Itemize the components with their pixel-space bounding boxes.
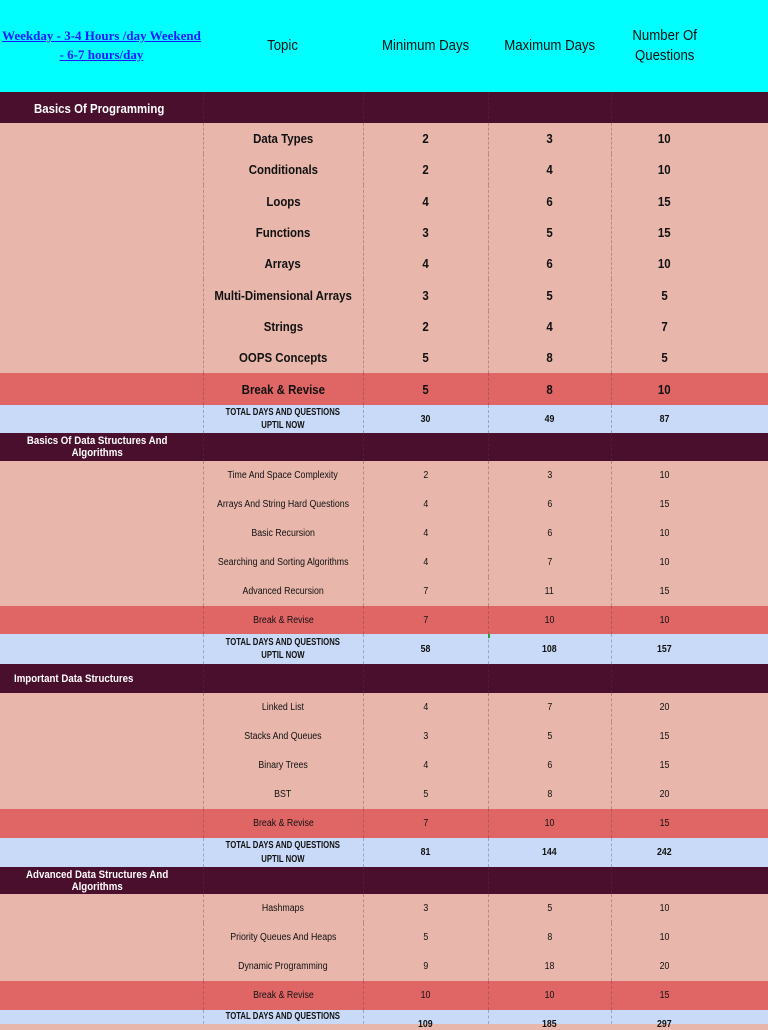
totals-label: TOTAL DAYS AND QUESTIONS UPTIL NOW [225, 636, 341, 661]
column-header-maximum-days: Maximum Days [504, 36, 595, 54]
minimum-days-cell: 5 [423, 932, 428, 943]
totals-label: TOTAL DAYS AND QUESTIONS UPTIL NOW [225, 406, 341, 431]
break-revise-row [0, 606, 768, 634]
questions-cell: 10 [658, 381, 671, 397]
topic-cell: OOPS Concepts [238, 350, 328, 365]
total-maximum-days: 108 [542, 643, 557, 655]
cell-divider [488, 92, 489, 124]
table-row [0, 185, 768, 217]
total-minimum-days: 30 [420, 413, 431, 425]
questions-cell: 15 [659, 731, 670, 742]
column-header-number-of-questions: Number Of Questions [632, 26, 697, 64]
topic-cell: Advanced Recursion [242, 586, 324, 597]
maximum-days-cell: 8 [546, 350, 553, 365]
total-minimum-days: 58 [420, 643, 431, 655]
minimum-days-cell: 2 [422, 162, 429, 177]
topic-cell: Break & Revise [252, 818, 314, 829]
cell-divider [203, 433, 204, 461]
total-questions: 242 [657, 847, 672, 858]
table-row [0, 751, 768, 780]
topic-cell: Arrays And String Hard Questions [216, 499, 350, 510]
maximum-days-cell: 5 [547, 903, 552, 914]
minimum-days-cell: 4 [423, 760, 428, 771]
section-header-row [0, 867, 768, 894]
questions-cell: 10 [659, 614, 670, 626]
maximum-days-cell: 5 [546, 287, 553, 303]
questions-cell: 10 [659, 932, 670, 943]
totals-row [0, 1010, 768, 1030]
cell-divider [203, 664, 204, 693]
questions-cell: 10 [659, 470, 670, 481]
section-title: Important Data Structures [14, 672, 134, 685]
topic-cell: BST [274, 789, 292, 800]
cell-divider [488, 433, 489, 461]
questions-cell: 20 [659, 702, 670, 713]
maximum-days-cell: 18 [544, 961, 555, 972]
column-header-minimum-days: Minimum Days [381, 36, 470, 54]
questions-cell: 15 [659, 990, 670, 1001]
total-questions: 297 [657, 1019, 672, 1030]
topic-cell: Strings [263, 319, 303, 334]
topic-cell: Data Types [252, 131, 314, 146]
questions-cell: 10 [659, 557, 670, 568]
maximum-days-cell: 7 [547, 702, 552, 713]
cell-divider [363, 92, 364, 124]
maximum-days-cell: 11 [544, 586, 555, 597]
maximum-days-cell: 8 [546, 381, 553, 397]
section-title: Advanced Data Structures And Algorithms [26, 868, 169, 893]
table-row [0, 154, 768, 185]
table-row [0, 780, 768, 809]
maximum-days-cell: 6 [546, 193, 553, 209]
minimum-days-cell: 7 [423, 586, 428, 597]
maximum-days-cell: 4 [546, 319, 553, 334]
table-row [0, 722, 768, 751]
questions-cell: 5 [661, 350, 668, 365]
break-revise-row [0, 809, 768, 838]
maximum-days-cell: 3 [547, 470, 552, 481]
cell-divider [611, 867, 612, 894]
questions-cell: 15 [659, 499, 670, 510]
questions-cell: 10 [659, 528, 670, 539]
table-row [0, 577, 768, 606]
topic-cell: Break & Revise [241, 381, 325, 397]
section-header-row [0, 433, 768, 461]
topic-cell: Basic Recursion [251, 528, 315, 539]
minimum-days-cell: 7 [423, 614, 428, 626]
maximum-days-cell: 8 [547, 932, 552, 943]
section-header-row [0, 664, 768, 693]
topic-cell: Linked List [261, 702, 305, 713]
maximum-days-cell: 10 [544, 818, 555, 829]
minimum-days-cell: 7 [423, 818, 428, 829]
maximum-days-cell: 5 [547, 731, 552, 742]
minimum-days-cell: 5 [422, 350, 429, 365]
total-questions: 87 [659, 413, 670, 425]
cell-divider [611, 92, 612, 124]
minimum-days-cell: 4 [423, 702, 428, 713]
minimum-days-cell: 4 [422, 256, 429, 271]
topic-cell: Break & Revise [252, 614, 314, 626]
maximum-days-cell: 6 [547, 499, 552, 510]
maximum-days-cell: 7 [547, 557, 552, 568]
topic-cell: Time And Space Complexity [227, 470, 339, 481]
topic-cell: Dynamic Programming [238, 961, 328, 972]
table-header-row [0, 0, 768, 92]
minimum-days-cell: 10 [420, 990, 431, 1001]
table-row [0, 894, 768, 923]
questions-cell: 10 [658, 256, 671, 271]
topic-cell: Stacks And Queues [244, 731, 322, 742]
totals-label: TOTAL DAYS AND QUESTIONS [225, 1011, 341, 1022]
maximum-days-cell: 10 [544, 614, 555, 626]
topic-cell: Binary Trees [258, 760, 308, 771]
table-row [0, 123, 768, 154]
maximum-days-cell: 6 [546, 256, 553, 271]
table-row [0, 248, 768, 279]
questions-cell: 10 [658, 162, 671, 177]
cell-divider [488, 867, 489, 894]
maximum-days-cell: 6 [547, 528, 552, 539]
questions-cell: 20 [659, 789, 670, 800]
table-row [0, 952, 768, 981]
total-minimum-days: 109 [418, 1019, 433, 1030]
table-row [0, 923, 768, 952]
questions-cell: 15 [659, 586, 670, 597]
table-row [0, 311, 768, 342]
questions-cell: 10 [658, 131, 671, 146]
column-header-topic: Topic [267, 36, 299, 54]
minimum-days-cell: 2 [423, 470, 428, 481]
break-revise-row [0, 981, 768, 1010]
minimum-days-cell: 5 [423, 789, 428, 800]
total-maximum-days: 144 [542, 847, 557, 858]
maximum-days-cell: 8 [547, 789, 552, 800]
maximum-days-cell: 4 [546, 162, 553, 177]
table-row [0, 519, 768, 548]
topic-cell: Loops [265, 193, 301, 209]
cell-marker [488, 634, 490, 638]
total-questions: 157 [657, 643, 672, 655]
topic-cell: Multi-Dimensional Arrays [214, 287, 352, 303]
questions-cell: 7 [661, 319, 668, 334]
maximum-days-cell: 5 [546, 225, 553, 240]
section-title: Basics Of Data Structures And Algorithms [26, 435, 168, 459]
cell-divider [363, 867, 364, 894]
schedule-line-1[interactable]: Weekday - 3-4 Hours /day Weekend [2, 28, 201, 44]
topic-cell: Functions [255, 225, 311, 240]
cell-divider [611, 664, 612, 693]
break-revise-row [0, 373, 768, 405]
cell-divider [203, 867, 204, 894]
total-maximum-days: 185 [542, 1019, 557, 1030]
section-header-row [0, 92, 768, 124]
minimum-days-cell: 4 [423, 528, 428, 539]
totals-row [0, 405, 768, 433]
questions-cell: 15 [659, 818, 670, 829]
cell-divider [363, 433, 364, 461]
table-row [0, 342, 768, 373]
minimum-days-cell: 2 [422, 319, 429, 334]
questions-cell: 20 [659, 961, 670, 972]
total-maximum-days: 49 [544, 413, 555, 425]
maximum-days-cell: 6 [547, 760, 552, 771]
minimum-days-cell: 5 [422, 381, 429, 397]
questions-cell: 15 [659, 760, 670, 771]
table-row [0, 693, 768, 722]
cell-divider [363, 664, 364, 693]
schedule-link[interactable] [0, 0, 203, 92]
questions-cell: 15 [658, 193, 671, 209]
minimum-days-cell: 4 [423, 557, 428, 568]
minimum-days-cell: 4 [422, 193, 429, 209]
minimum-days-cell: 3 [423, 731, 428, 742]
topic-cell: Arrays [264, 256, 302, 271]
total-minimum-days: 81 [420, 847, 431, 858]
totals-label: TOTAL DAYS AND QUESTIONS UPTIL NOW [225, 840, 341, 865]
maximum-days-cell: 3 [546, 131, 553, 146]
table-row [0, 217, 768, 248]
questions-cell: 5 [661, 287, 668, 303]
minimum-days-cell: 3 [422, 287, 429, 303]
maximum-days-cell: 10 [544, 990, 555, 1001]
topic-cell: Hashmaps [261, 903, 305, 914]
minimum-days-cell: 9 [423, 961, 428, 972]
topic-cell: Priority Queues And Heaps [229, 932, 337, 943]
minimum-days-cell: 3 [422, 225, 429, 240]
minimum-days-cell: 2 [422, 131, 429, 146]
minimum-days-cell: 4 [423, 499, 428, 510]
totals-row [0, 634, 768, 664]
cell-divider [203, 92, 204, 124]
cell-divider [611, 433, 612, 461]
table-row [0, 548, 768, 577]
questions-cell: 10 [659, 903, 670, 914]
section-title: Basics Of Programming [34, 100, 165, 116]
schedule-line-2[interactable]: - 6-7 hours/day [59, 47, 144, 62]
table-row [0, 279, 768, 311]
minimum-days-cell: 3 [423, 903, 428, 914]
topic-cell: Searching and Sorting Algorithms [217, 557, 349, 568]
questions-cell: 15 [658, 225, 671, 240]
totals-row [0, 838, 768, 867]
topic-cell: Break & Revise [252, 990, 314, 1001]
topic-cell: Conditionals [248, 162, 318, 177]
cell-divider [488, 664, 489, 693]
table-row [0, 490, 768, 519]
table-row [0, 461, 768, 490]
